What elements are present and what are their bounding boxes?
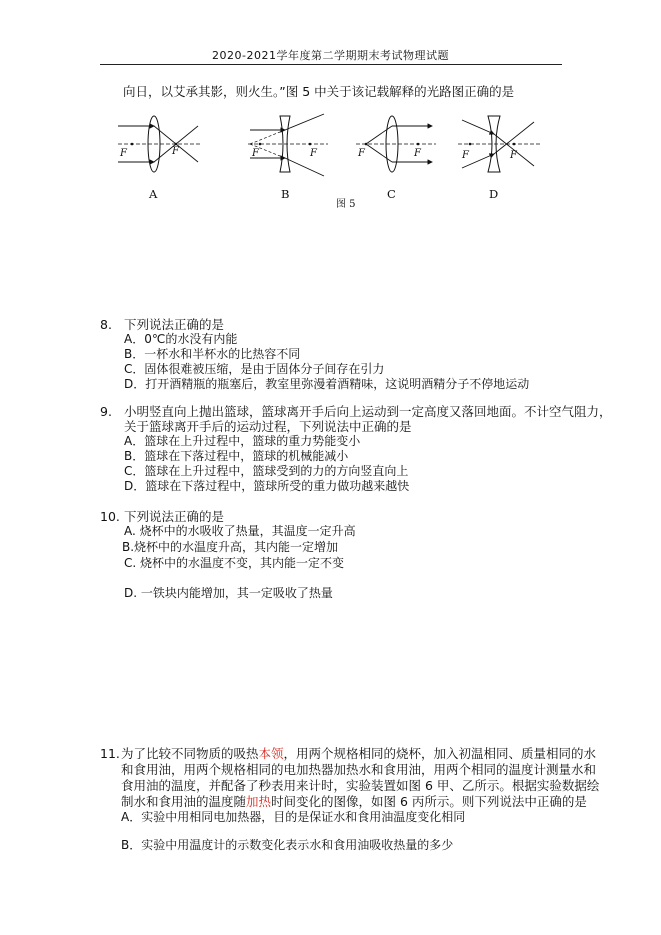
diagram-a-convex-lens — [118, 116, 200, 172]
figure-5-ray-diagrams — [110, 108, 550, 208]
diagram-c-focus-right: F — [414, 148, 421, 159]
q9-option-b: B．篮球在下落过程中，篮球的机械能减小 — [124, 449, 349, 463]
option-label-b: B — [281, 187, 290, 201]
q9-stem-line-1: 小明竖直向上抛出篮球，篮球离开手后向上运动到一定高度又落回地面。不计空气阻力， — [124, 404, 612, 419]
q11-line-4-highlight: 加热 — [246, 794, 272, 809]
header-divider — [100, 64, 562, 65]
option-label-d: D — [489, 187, 499, 201]
q11-option-b: B．实验中用温度计的示数变化表示水和食用油吸收热量的多少 — [121, 838, 454, 852]
q8-number: 8. — [100, 317, 112, 332]
figure-5-caption: 图 5 — [336, 199, 356, 210]
q11-line-1-highlight: 本领 — [258, 746, 284, 761]
q8-option-c: C．固体很难被压缩，是由于固体分子间存在引力 — [124, 362, 385, 376]
q9-option-c: C．篮球在上升过程中，篮球受到的力的方向竖直向上 — [124, 464, 409, 478]
diagram-b-focus-left: F — [252, 148, 259, 159]
q10-option-a: A. 烧杯中的水吸收了热量，其温度一定升高 — [124, 524, 356, 538]
diagram-d-focus-left: F — [462, 150, 469, 161]
q8-option-d: D．打开酒精瓶的瓶塞后，教室里弥漫着酒精味，这说明酒精分子不停地运动 — [124, 377, 530, 391]
q11-line-2: 和食用油，用两个规格相同的电加热器加热水和食用油，用两个相同的温度计测量水和 — [121, 762, 597, 777]
diagram-c-convex-lens — [356, 116, 436, 172]
q11-line-4-part-a: 制水和食用油的温度随 — [121, 794, 247, 809]
diagram-a-focus-right: F — [172, 146, 179, 157]
q9-stem-line-2: 关于篮球离开手后的运动过程，下列说法中正确的是 — [124, 419, 412, 434]
q11-line-3: 食用油的温度，并配备了秒表用来计时，实验装置如图 6 甲、乙所示。根据实验数据绘 — [121, 778, 600, 793]
q9-number: 9. — [100, 404, 112, 419]
diagram-b-focus-right: F — [310, 148, 317, 159]
q11-option-a: A．实验中用相同电加热器，目的是保证水和食用油温度变化相同 — [121, 810, 466, 824]
q11-line-1-part-b: ，用两个规格相同的烧杯，加入初温相同、质量相同的水 — [283, 746, 597, 761]
q8-option-a: A．0℃的水没有内能 — [124, 332, 238, 346]
exam-header-title: 2020-2021学年度第二学期期末考试物理试题 — [212, 49, 449, 62]
q10-stem: 下列说法正确的是 — [124, 509, 225, 524]
diagram-d-concave-lens — [458, 116, 540, 172]
option-label-c: C — [387, 187, 396, 201]
diagram-a-focus-left: F — [120, 148, 127, 159]
diagram-b-concave-lens — [248, 114, 328, 176]
q10-number: 10. — [100, 509, 120, 524]
q8-option-b: B．一杯水和半杯水的比热容不同 — [124, 347, 301, 361]
diagram-c-focus-left: F — [358, 148, 365, 159]
q7-intro: 向日，以艾承其影，则火生。”图 5 中关于该记载解释的光路图正确的是 — [123, 84, 515, 99]
q11-line-1-part-a: 为了比较不同物质的吸热 — [121, 746, 259, 761]
q11-line-1 — [121, 746, 596, 761]
diagram-d-focus-right: F — [510, 150, 517, 161]
option-label-a: A — [149, 187, 158, 201]
q11-line-4-part-b: 时间变化的图像，如图 6 丙所示。则下列说法中正确的是 — [271, 794, 587, 809]
q9-option-a: A．篮球在上升过程中，篮球的重力势能变小 — [124, 434, 361, 448]
q9-option-d: D．篮球在下落过程中，篮球所受的重力做功越来越快 — [124, 479, 410, 493]
q10-option-c: C. 烧杯中的水温度不变，其内能一定不变 — [124, 556, 345, 570]
q10-option-b: B.烧杯中的水温度升高，其内能一定增加 — [122, 540, 339, 554]
q11-number: 11. — [100, 746, 120, 761]
q11-line-4 — [121, 794, 587, 809]
q10-option-d: D. 一铁块内能增加，其一定吸收了热量 — [124, 586, 333, 600]
q8-stem: 下列说法正确的是 — [124, 317, 225, 332]
